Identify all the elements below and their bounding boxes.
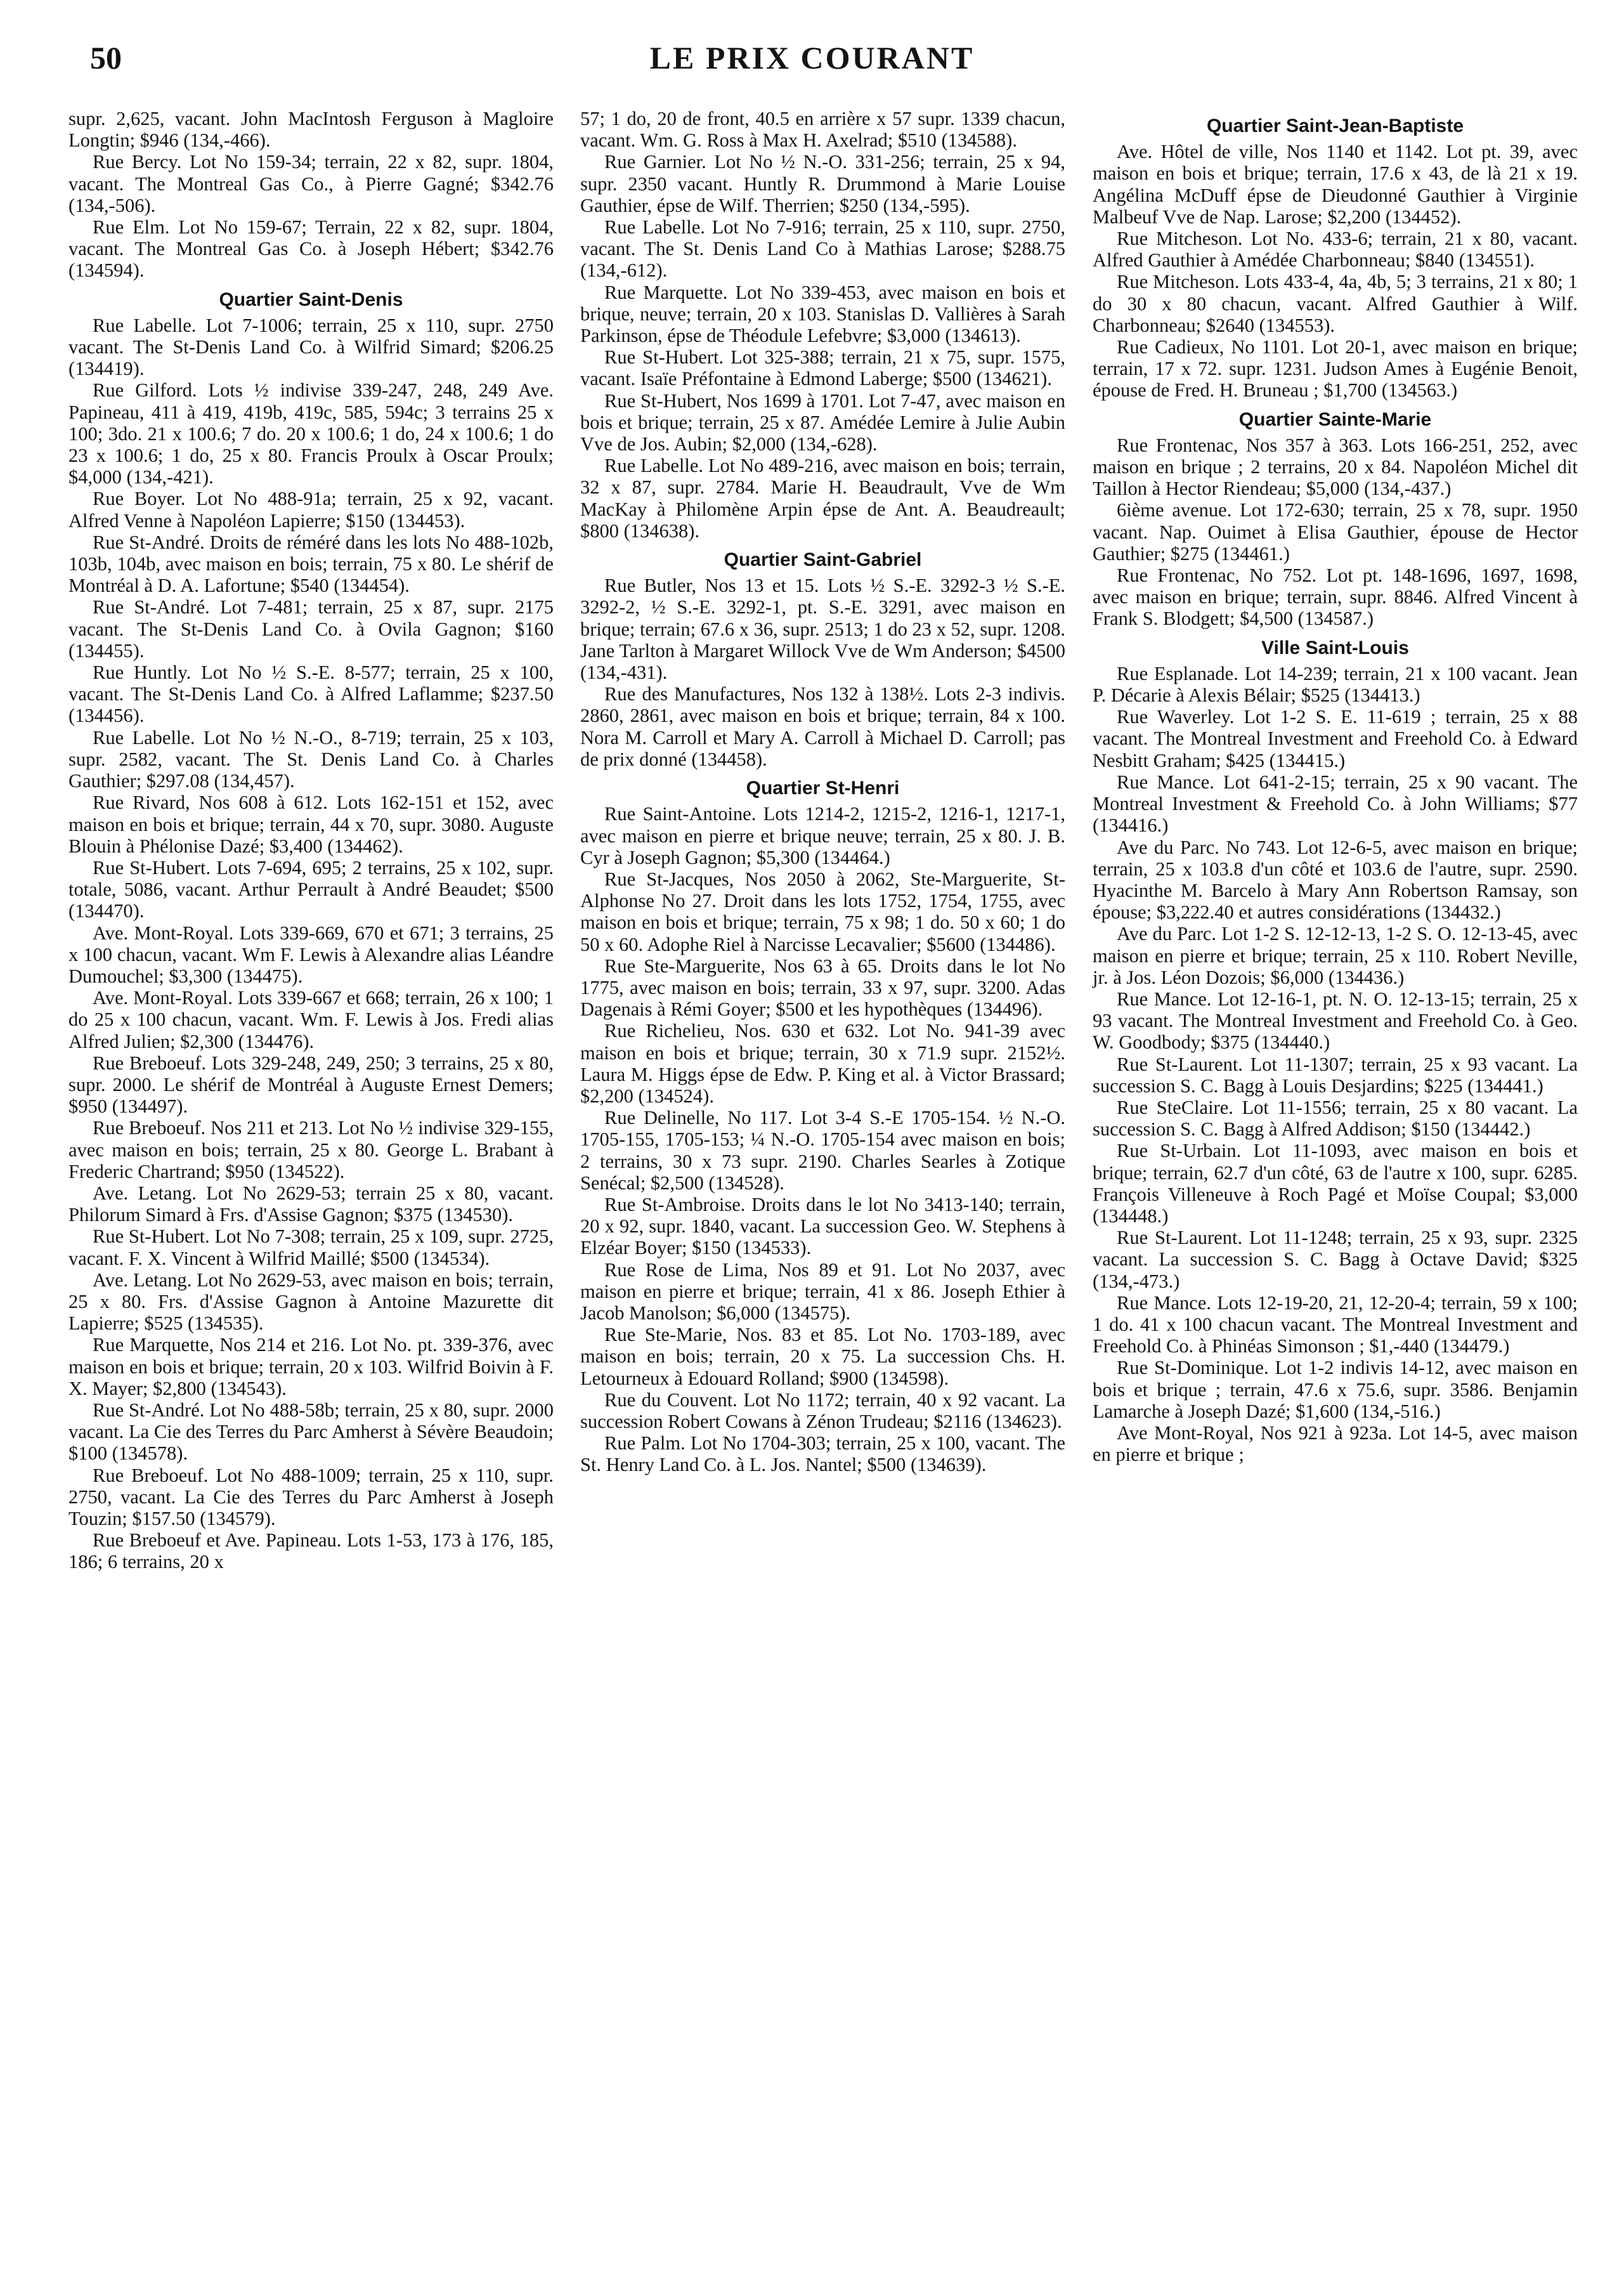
transaction-entry: Rue Huntly. Lot No ½ S.-E. 8-577; terrain, 25 x 100, vacant. The St-Denis Land Co. à Alfred Laflamme; $237.50 (134456). [68,662,554,727]
transaction-entry: Ave. Hôtel de ville, Nos 1140 et 1142. Lot pt. 39, avec maison en bois et brique; terrain, 17.6 x 43, de là 21 x 19. Angélina McDuff épse de Dieudonné Gauthier à Virginie Malbeuf Vve de Nap. Larose; $2,200 (134452). [1093,141,1578,228]
transaction-entry: Rue Mance. Lots 12-19-20, 21, 12-20-4; terrain, 59 x 100; 1 do. 41 x 100 chacun vacant. The Montreal Investment and Freehold Co. à Phinéas Simonson ; $1,-440 (134479.) [1093,1291,1578,1357]
transaction-entry: Rue Delinelle, No 117. Lot 3-4 S.-E 1705-154. ½ N.-O. 1705-155, 1705-153; ¼ N.-O. 1705-154 avec maison en bois; 2 terrains, 30 x 73 supr. 2190. Charles Searles à Zotique Senécal; $2,500 (134528). [580,1107,1065,1194]
transaction-entry: Rue Garnier. Lot No ½ N.-O. 331-256; terrain, 25 x 94, supr. 2350 vacant. Huntly R. Drummond à Marie Louise Gauthier, épse de Wilf. Therrien; $250 (134,-595). [580,151,1065,216]
transaction-entry: Rue St-André. Lot No 488-58b; terrain, 25 x 80, supr. 2000 vacant. La Cie des Terres du Parc Amherst à Sévère Beaudoin; $100 (134578). [68,1399,554,1465]
transaction-entry: Ave. Letang. Lot No 2629-53, avec maison en bois; terrain, 25 x 80. Frs. d'Assise Gagnon à Antoine Mazurette dit Lapierre; $525 (134535). [68,1269,554,1335]
transaction-entry: Ave. Mont-Royal. Lots 339-669, 670 et 671; 3 terrains, 25 x 100 chacun, vacant. Wm F. Lewis à Alexandre alias Léandre Dumouchel; $3,300 (134475). [68,922,554,987]
transaction-entry: Rue Frontenac, No 752. Lot pt. 148-1696, 1697, 1698, avec maison en brique; terrain, supr. 8846. Alfred Vincent à Frank S. Blodgett; $4,500 (134587.) [1093,565,1578,630]
section-heading: Quartier Saint-Gabriel [724,549,922,571]
transaction-entry: Rue Waverley. Lot 1-2 S. E. 11-619 ; terrain, 25 x 88 vacant. The Montreal Investment and Freehold Co. à Edward Nesbitt Graham; $425 (134415.) [1093,706,1578,771]
section-heading: Quartier Sainte-Marie [1238,408,1432,430]
transaction-entry: Rue Labelle. Lot No ½ N.-O., 8-719; terrain, 25 x 103, supr. 2582, vacant. The St. Denis Land Co. à Charles Gauthier; $297.08 (134,457). [68,726,554,792]
transaction-entry: Rue St-Ambroise. Droits dans le lot No 3413-140; terrain, 20 x 92, supr. 1840, vacant. La succession Geo. W. Stephens à Elzéar Boyer; $150 (134533). [580,1193,1065,1259]
transaction-entry: Rue Marquette. Lot No 339-453, avec maison en bois et brique, neuve; terrain, 20 x 103. Stanislas D. Vallières à Sarah Parkinson, épse de Théodule Lefebvre; $3,000 (134613). [580,281,1065,347]
transaction-entry: Rue SteClaire. Lot 11-1556; terrain, 25 x 80 vacant. La succession S. C. Bagg à Alfred Addison; $150 (134442.) [1093,1096,1578,1140]
column-2 [580,108,1065,1476]
transaction-entry: Rue St-Laurent. Lot 11-1248; terrain, 25 x 93, supr. 2325 vacant. La succession S. C. Bagg à Octave David; $325 (134,-473.) [1093,1227,1578,1292]
page-number: 50 [90,40,122,75]
transaction-entry: Rue St-Jacques, Nos 2050 à 2062, Ste-Marguerite, St-Alphonse No 27. Droit dans les lots 1752, 1754, 1755, avec maison en bois et brique; terrain, 75 x 98; 1 do. 50 x 60; 1 do 50 x 60. Adophe Riel à Narcisse Lecavalier; $5600 (134486). [580,868,1065,955]
transaction-entry: Rue St-Dominique. Lot 1-2 indivis 14-12, avec maison en bois et brique ; terrain, 47.6 x 75.6, supr. 3586. Benjamin Lamarche à Joseph Dazé; $1,600 (134,-516.) [1093,1357,1578,1422]
transaction-entry: Rue Rose de Lima, Nos 89 et 91. Lot No 2037, avec maison en pierre et brique; terrain, 41 x 86. Joseph Ethier à Jacob Manolson; $6,000 (134575). [580,1258,1065,1324]
column-1 [68,108,554,1573]
transaction-entry: Rue Breboeuf. Lots 329-248, 249, 250; 3 terrains, 25 x 80, supr. 2000. Le shérif de Montréal à Auguste Ernest Demers; $950 (134497). [68,1052,554,1118]
transaction-entry: Rue Labelle. Lot No 7-916; terrain, 25 x 110, supr. 2750, vacant. The St. Denis Land Co à Mathias Larose; $288.75 (134,-612). [580,216,1065,282]
transaction-entry: Rue Gilford. Lots ½ indivise 339-247, 248, 249 Ave. Papineau, 411 à 419, 419b, 419c, 585, 594c; 3 terrains 25 x 100; 3do. 21 x 100.6; 7 do. 20 x 100.6; 1 do, 24 x 100.6; 1 do 23 x 100.6; 1 do, 25 x 80. Francis Proulx à Oscar Proulx; $4,000 (134,-421). [68,379,554,488]
transaction-entry: Rue Saint-Antoine. Lots 1214-2, 1215-2, 1216-1, 1217-1, avec maison en pierre et brique neuve; terrain, 25 x 80. J. B. Cyr à Joseph Gagnon; $5,300 (134464.) [580,803,1065,868]
transaction-entry: Rue Labelle. Lot 7-1006; terrain, 25 x 110, supr. 2750 vacant. The St-Denis Land Co. à Wilfrid Simard; $206.25 (134419). [68,314,554,380]
transaction-entry: Rue Frontenac, Nos 357 à 363. Lots 166-251, 252, avec maison en brique ; 2 terrains, 20 x 84. Napoléon Michel dit Taillon à Hector Riendeau; $5,000 (134,-437.) [1093,434,1578,500]
transaction-entry: Rue Richelieu, Nos. 630 et 632. Lot No. 941-39 avec maison en bois et brique; terrain, 30 x 71.9 supr. 2152½. Laura M. Higgs épse de Edw. P. King et al. à Victor Brassard; $2,200 (134524). [580,1020,1065,1107]
transaction-entry: Rue Mitcheson. Lot No. 433-6; terrain, 21 x 80, vacant. Alfred Gauthier à Amédée Charbonneau; $840 (134551). [1093,228,1578,271]
page-title: LE PRIX COURANT [649,40,975,75]
transaction-entry: Rue Elm. Lot No 159-67; Terrain, 22 x 82, supr. 1804, vacant. The Montreal Gas Co. à Joseph Hébert; $342.76 (134594). [68,216,554,282]
transaction-entry: Rue Breboeuf et Ave. Papineau. Lots 1-53, 173 à 176, 185, 186; 6 terrains, 20 x [68,1529,554,1573]
transaction-entry: Rue Mitcheson. Lots 433-4, 4a, 4b, 5; 3 terrains, 21 x 80; 1 do 30 x 80 chacun, vacant. Alfred Gauthier à Wilf. Charbonneau; $2640 (134553). [1093,271,1578,336]
transaction-entry: Rue des Manufactures, Nos 132 à 138½. Lots 2-3 indivis. 2860, 2861, avec maison en bois et brique; terrain, 84 x 100. Nora M. Carroll et Mary A. Carroll à Michael D. Carroll; pas de prix donné (134458). [580,683,1065,770]
transaction-entry: Ave du Parc. No 743. Lot 12-6-5, avec maison en brique; terrain, 25 x 103.8 d'un côté et 103.6 de l'autre, supr. 2590. Hyacinthe M. Barcelo à Mary Ann Robertson Ramsay, son épouse; $3,222.40 et autres considérations (134432.) [1093,836,1578,924]
transaction-entry: Rue Labelle. Lot No 489-216, avec maison en bois; terrain, 32 x 87, supr. 2784. Marie H. Beaudrault, Vve de Wm MacKay à Philomène Arpin épse de Ant. A. Beaudreault; $800 (134638). [580,455,1065,542]
transaction-entry: Ave. Mont-Royal. Lots 339-667 et 668; terrain, 26 x 100; 1 do 25 x 100 chacun, vacant. Wm. F. Lewis à Jos. Fredi alias Alfred Julien; $2,300 (134476). [68,987,554,1052]
section-heading: Quartier St-Henri [746,778,900,799]
transaction-entry: Rue du Couvent. Lot No 1172; terrain, 40 x 92 vacant. La succession Robert Cowans à Zénon Trudeau; $2116 (134623). [580,1388,1065,1432]
transaction-entry: Rue St-Hubert. Lots 7-694, 695; 2 terrains, 25 x 102, supr. totale, 5086, vacant. Arthur Perrault à André Beaudet; $500 (134470). [68,856,554,922]
transaction-entry: Rue St-Urbain. Lot 11-1093, avec maison en bois et brique; terrain, 62.7 d'un côté, 63 de l'autre x 100, supr. 6285. François Villeneuve à Roch Pagé et Moïse Coupal; $3,000 (134448.) [1093,1140,1578,1227]
transaction-entry: Rue St-André. Droits de réméré dans les lots No 488-102b, 103b, 104b, avec maison en bois; terrain, 75 x 80. Le shérif de Montréal à D. A. Lafortune; $540 (134454). [68,531,554,597]
transaction-entry: Rue Cadieux, No 1101. Lot 20-1, avec maison en brique; terrain, 17 x 72. supr. 1231. Judson Ames à Eugénie Benoit, épouse de Fred. H. Bruneau ; $1,700 (134563.) [1093,336,1578,402]
transaction-entry: Ave du Parc. Lot 1-2 S. 12-12-13, 1-2 S. O. 12-13-45, avec maison en pierre et brique; terrain, 25 x 110. Robert Neville, jr. à Jos. Léon Dozois; $6,000 (134436.) [1093,923,1578,988]
transaction-entry: Rue Ste-Marguerite, Nos 63 à 65. Droits dans le lot No 1775, avec maison en bois; terrain, 33 x 97, supr. 3200. Adas Dagenais à Rémi Goyer; $500 et les hypothèques (134496). [580,955,1065,1021]
transaction-entry: supr. 2,625, vacant. John MacIntosh Ferguson à Magloire Longtin; $946 (134,-466). [68,108,554,152]
transaction-entry: Rue Ste-Marie, Nos. 83 et 85. Lot No. 1703-189, avec maison en bois; terrain, 20 x 75. La succession Chs. H. Letourneux à Edouard Rolland; $900 (134598). [580,1324,1065,1389]
section-heading: Quartier Saint-Denis [219,289,403,310]
transaction-entry: Rue Palm. Lot No 1704-303; terrain, 25 x 100, vacant. The St. Henry Land Co. à L. Jos. Nantel; $500 (134639). [580,1432,1065,1476]
transaction-entry: Rue Rivard, Nos 608 à 612. Lots 162-151 et 152, avec maison en bois et brique; terrain, 44 x 70, supr. 3080. Auguste Blouin à Phélonise Dazé; $3,400 (134462). [68,792,554,857]
transaction-entry: 57; 1 do, 20 de front, 40.5 en arrière x 57 supr. 1339 chacun, vacant. Wm. G. Ross à Max H. Axelrad; $510 (134588). [580,108,1065,152]
column-3 [1093,108,1578,1465]
transaction-entry: Rue Marquette, Nos 214 et 216. Lot No. pt. 339-376, avec maison en bois et brique; terrain, 20 x 103. Wilfrid Boivin à F. X. Mayer; $2,800 (134543). [68,1334,554,1399]
transaction-entry: Ave. Letang. Lot No 2629-53; terrain 25 x 80, vacant. Philorum Simard à Frs. d'Assise Gagnon; $375 (134530). [68,1182,554,1226]
transaction-entry: Rue Butler, Nos 13 et 15. Lots ½ S.-E. 3292-3 ½ S.-E. 3292-2, ½ S.-E. 3292-1, pt. S.-E. 3291, avec maison en brique; terrain; 67.6 x 36, supr. 2513; 1 do 23 x 52, supr. 1208. Jane Tarlton à Margaret Willock Vve de Wm Anderson; $4500 (134,-431). [580,575,1065,684]
transaction-entry: Rue Mance. Lot 641-2-15; terrain, 25 x 90 vacant. The Montreal Investment & Freehold Co. à John Williams; $77 (134416.) [1093,771,1578,837]
transaction-entry: Rue Esplanade. Lot 14-239; terrain, 21 x 100 vacant. Jean P. Décarie à Alexis Bélair; $525 (134413.) [1093,662,1578,707]
transaction-entry: Rue Breboeuf. Nos 211 et 213. Lot No ½ indivise 329-155, avec maison en bois; terrain, 25 x 80. George L. Brabant à Frederic Chartrand; $950 (134522). [68,1117,554,1182]
transaction-entry: 6ième avenue. Lot 172-630; terrain, 25 x 78, supr. 1950 vacant. Nap. Ouimet à Elisa Gauthier, épouse de Hector Gauthier; $275 (134461.) [1093,499,1578,565]
page-header [0,0,1624,95]
transaction-entry: Ave Mont-Royal, Nos 921 à 923a. Lot 14-5, avec maison en pierre et brique ; [1093,1421,1578,1466]
section-heading: Ville Saint-Louis [1261,637,1409,658]
transaction-entry: Rue Breboeuf. Lot No 488-1009; terrain, 25 x 110, supr. 2750, vacant. La Cie des Terres du Parc Amherst à Joseph Touzin; $157.50 (134579). [68,1464,554,1529]
transaction-entry: Rue St-Hubert. Lot No 7-308; terrain, 25 x 109, supr. 2725, vacant. F. X. Vincent à Wilfrid Maillé; $500 (134534). [68,1225,554,1269]
transaction-entry: Rue St-André. Lot 7-481; terrain, 25 x 87, supr. 2175 vacant. The St-Denis Land Co. à Ovila Gagnon; $160 (134455). [68,596,554,662]
transaction-entry: Rue Mance. Lot 12-16-1, pt. N. O. 12-13-15; terrain, 25 x 93 vacant. The Montreal Investment and Freehold Co. à Geo. W. Goodbody; $375 (134440.) [1093,988,1578,1054]
transaction-entry: Rue St-Hubert. Lot 325-388; terrain, 21 x 75, supr. 1575, vacant. Isaïe Préfontaine à Edmond Laberge; $500 (134621). [580,346,1065,390]
transaction-entry: Rue Bercy. Lot No 159-34; terrain, 22 x 82, supr. 1804, vacant. The Montreal Gas Co., à Pierre Gagné; $342.76 (134,-506). [68,151,554,216]
transaction-entry: Rue St-Laurent. Lot 11-1307; terrain, 25 x 93 vacant. La succession S. C. Bagg à Louis Desjardins; $225 (134441.) [1093,1053,1578,1097]
transaction-entry: Rue St-Hubert, Nos 1699 à 1701. Lot 7-47, avec maison en bois et brique; terrain, 25 x 87. Amédée Lemire à Julie Aubin Vve de Jos. Aubin; $2,000 (134,-628). [580,389,1065,455]
section-heading: Quartier Saint-Jean-Baptiste [1206,115,1464,136]
transaction-entry: Rue Boyer. Lot No 488-91a; terrain, 25 x 92, vacant. Alfred Venne à Napoléon Lapierre; $150 (134453). [68,488,554,532]
